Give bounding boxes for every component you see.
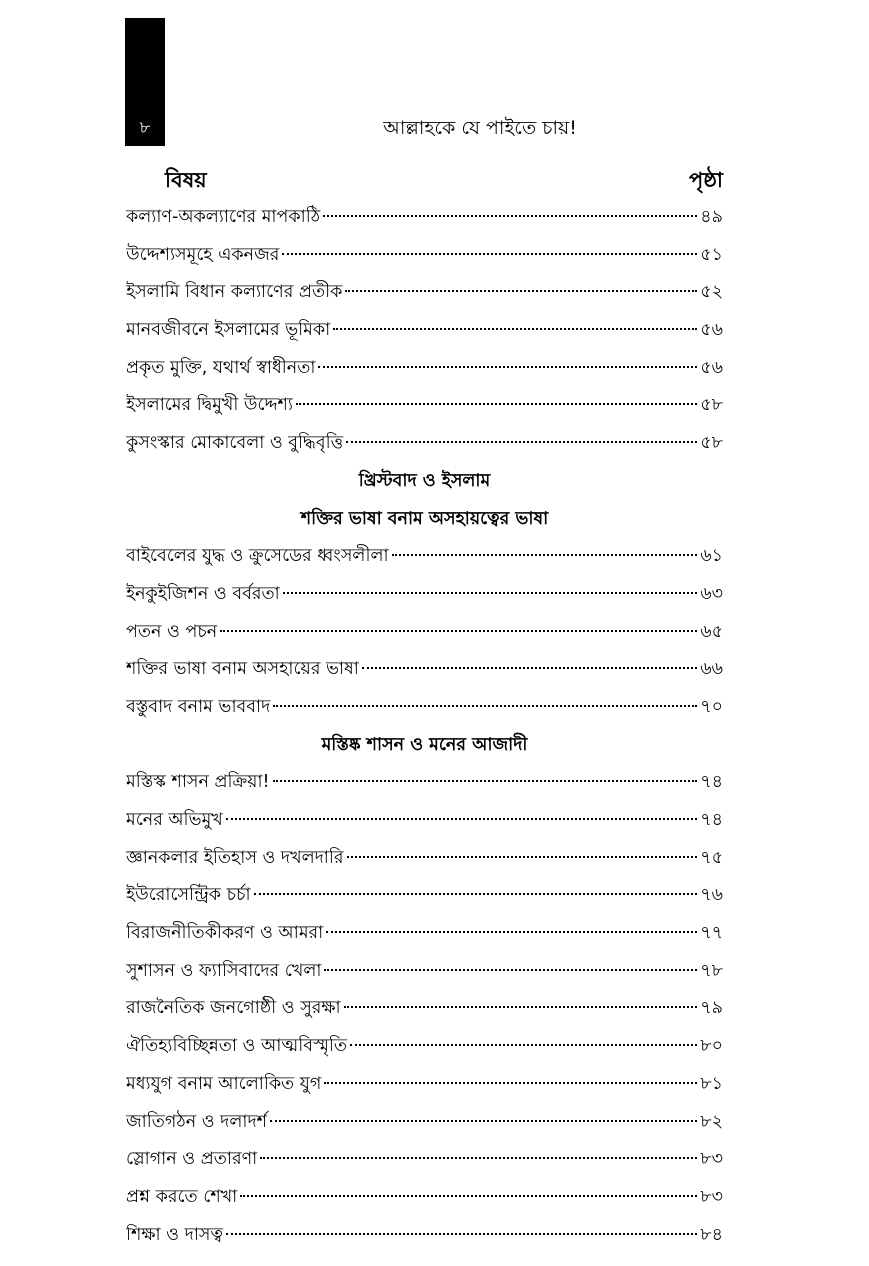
toc-entry	[126, 1141, 723, 1179]
toc-entry	[126, 425, 723, 463]
toc-entry-title: ইনকুইজিশন ও বর্বরতা	[126, 583, 280, 604]
toc-entry-page: ৪৯	[700, 207, 723, 227]
toc-entry-title: পতন ও পচন	[126, 621, 218, 642]
toc-entry-title: বাইবেলের যুদ্ধ ও ক্রুসেডের ধ্বংসলীলা	[126, 546, 389, 567]
toc-entry-page: ৮৩	[700, 1186, 723, 1207]
toc-entry-title: ইসলামের দ্বিমুখী উদ্দেশ্য	[126, 395, 293, 416]
section-subheading: শক্তির ভাষা বনাম অসহায়ত্বের ভাষা	[300, 508, 549, 529]
dot-leader	[254, 893, 698, 895]
dot-leader	[226, 818, 697, 820]
toc-group-1	[126, 199, 723, 463]
toc-entry	[126, 651, 723, 689]
dot-leader	[220, 630, 697, 632]
toc-entry-page: ৫৬	[700, 357, 723, 378]
toc-entry-page: ৮৩	[700, 1149, 723, 1170]
toc-entry	[126, 237, 723, 275]
toc-group-3	[126, 764, 723, 1254]
dot-leader	[326, 931, 697, 933]
toc-entry	[126, 915, 723, 953]
toc-entry-page: ৭৫	[700, 847, 723, 868]
dot-leader	[346, 441, 697, 443]
toc-entry-title: মধ্যযুগ বনাম আলোকিত যুগ	[126, 1073, 322, 1094]
toc-group-2	[126, 538, 723, 726]
toc-entry-title: জ্ঞানকলার ইতিহাস ও দখলদারি	[126, 847, 344, 868]
toc-entry	[126, 312, 723, 350]
toc-entry	[126, 350, 723, 388]
dot-leader	[296, 403, 697, 405]
toc-entry-page: ৭৮	[700, 960, 723, 981]
toc-entry-page: ৫৮	[700, 433, 723, 454]
toc-entry-page: ৮২	[700, 1111, 723, 1132]
dot-leader	[226, 1233, 697, 1235]
toc-entry-page: ৫৬	[700, 320, 723, 341]
dot-leader	[350, 1044, 697, 1046]
dot-leader	[240, 1195, 697, 1197]
toc-entry	[126, 387, 723, 425]
toc-entry-title: ঐতিহ্যবিচ্ছিন্নতা ও আত্মবিস্মৃতি	[126, 1036, 348, 1057]
toc-entry	[126, 199, 723, 237]
dot-leader	[344, 1006, 698, 1008]
dot-leader	[392, 554, 698, 556]
toc-entry-title: বস্তুবাদ বনাম ভাববাদ	[126, 696, 271, 717]
toc-entry-page: ৭৪	[700, 772, 723, 793]
toc-entry-page: ৭৯	[700, 998, 723, 1019]
toc-entry	[126, 1217, 723, 1255]
dot-leader	[333, 328, 697, 330]
dot-leader	[260, 1157, 697, 1159]
dot-leader	[283, 592, 698, 594]
toc-entry	[126, 1104, 723, 1142]
page-column-header: পৃষ্ঠা	[688, 168, 723, 192]
page-number-tab	[125, 18, 165, 146]
toc-entry-page: ৭৭	[700, 923, 723, 944]
running-title: আল্লাহকে যে পাইতে চায়!	[383, 117, 577, 139]
dot-leader	[282, 253, 697, 255]
toc-entry	[126, 953, 723, 991]
toc-entry-title: প্রকৃত মুক্তি, যথার্থ স্বাধীনতা	[126, 357, 316, 378]
toc-entry	[126, 614, 723, 652]
toc-entry-page: ৮৪	[700, 1224, 723, 1245]
dot-leader	[273, 705, 697, 707]
toc-entry	[126, 840, 723, 878]
toc-entry	[126, 1028, 723, 1066]
topic-column-header: বিষয়	[165, 168, 207, 192]
table-of-contents	[126, 199, 723, 1254]
dot-leader	[318, 366, 697, 368]
dot-leader	[362, 667, 697, 669]
toc-entry	[126, 990, 723, 1028]
toc-entry-page: ৮০	[700, 1036, 723, 1057]
dot-leader	[324, 969, 697, 971]
toc-entry-page: ৬৩	[700, 583, 723, 604]
toc-entry-page: ৮১	[700, 1073, 723, 1094]
toc-entry-title: উদ্দেশ্যসমূহে একনজর	[126, 244, 280, 265]
toc-entry	[126, 538, 723, 576]
dot-leader	[345, 290, 697, 292]
dot-leader	[347, 856, 698, 858]
dot-leader	[273, 780, 698, 782]
toc-entry	[126, 576, 723, 614]
toc-entry-title: ইসলামি বিধান কল্যাণের প্রতীক	[126, 282, 343, 303]
toc-entry-title: কল্যাণ-অকল্যাণের মাপকাঠি	[126, 207, 321, 227]
toc-entry-page: ৭৬	[700, 885, 723, 906]
toc-entry	[126, 877, 723, 915]
toc-entry-title: মানবজীবনে ইসলামের ভূমিকা	[126, 320, 331, 341]
toc-entry-title: প্রশ্ন করতে শেখা	[126, 1186, 238, 1207]
toc-entry-title: স্লোগান ও প্রতারণা	[126, 1149, 258, 1170]
toc-entry	[126, 764, 723, 802]
dot-leader	[324, 1082, 697, 1084]
toc-entry-page: ৭০	[700, 696, 723, 717]
section-heading: খ্রিস্টবাদ ও ইসলাম	[358, 470, 491, 491]
toc-entry	[126, 802, 723, 840]
toc-entry-title: বিরাজনীতিকীকরণ ও আমরা	[126, 923, 324, 944]
page-number: ৮	[139, 118, 151, 138]
toc-entry-title: রাজনৈতিক জনগোষ্ঠী ও সুরক্ষা	[126, 998, 341, 1019]
toc-entry-title: মনের অভিমুখ	[126, 810, 223, 830]
toc-entry-page: ৫১	[700, 244, 723, 265]
toc-entry	[126, 689, 723, 727]
toc-entry-title: সুশাসন ও ফ্যাসিবাদের খেলা	[126, 960, 322, 981]
toc-entry-page: ৭৪	[700, 810, 723, 830]
toc-entry-title: ইউরোসেন্ট্রিক চর্চা	[126, 885, 251, 906]
dot-leader	[270, 1120, 697, 1122]
toc-entry	[126, 1066, 723, 1104]
toc-entry-page: ৬৬	[700, 659, 723, 680]
toc-entry-title: জাতিগঠন ও দলাদর্শ	[126, 1111, 267, 1132]
section-heading: মস্তিষ্ক শাসন ও মনের আজাদী	[321, 734, 528, 755]
toc-entry	[126, 1179, 723, 1217]
toc-entry-page: ৫২	[700, 282, 723, 303]
toc-entry-page: ৬১	[700, 546, 723, 567]
toc-entry-page: ৫৮	[700, 395, 723, 416]
toc-entry	[126, 274, 723, 312]
toc-entry-title: শক্তির ভাষা বনাম অসহায়ের ভাষা	[126, 659, 359, 680]
dot-leader	[323, 215, 697, 217]
toc-entry-title: শিক্ষা ও দাসত্ব	[126, 1224, 223, 1245]
toc-entry-page: ৬৫	[700, 621, 723, 642]
toc-entry-title: কুসংস্কার মোকাবেলা ও বুদ্ধিবৃত্তি	[126, 433, 344, 454]
toc-entry-title: মস্তিস্ক শাসন প্রক্রিয়া!	[126, 772, 270, 793]
